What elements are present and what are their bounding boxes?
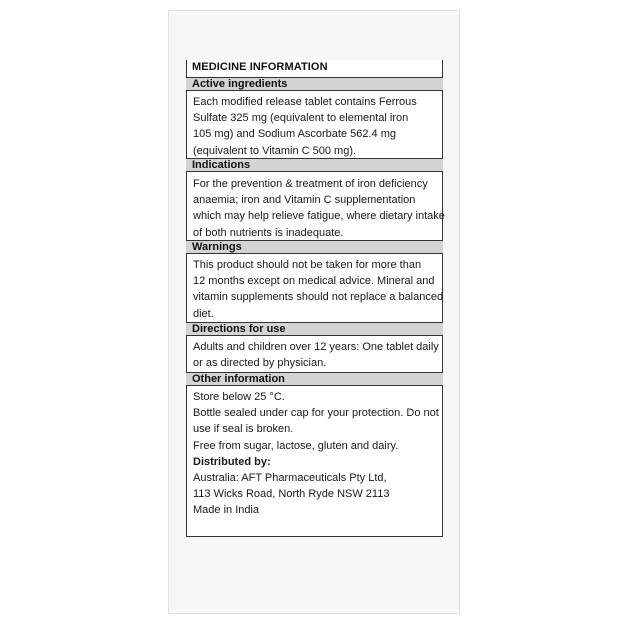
text-line: of both nutrients is inadequate. (193, 226, 344, 239)
section-heading-warnings: Warnings (186, 240, 443, 254)
section-heading-active-ingredients: Active ingredients (186, 77, 443, 91)
section-heading-indications: Indications (186, 158, 443, 172)
section-heading-directions-for-use: Directions for use (186, 322, 443, 336)
text-line: Each modified release tablet contains Ferrous (193, 96, 417, 108)
text-line: Bottle sealed under cap for your protection. Do not (193, 407, 439, 420)
text-line: 105 mg) and Sodium Ascorbate 562.4 mg (193, 128, 397, 141)
section-body-directions-for-use (193, 339, 441, 371)
section-body-active-ingredients (193, 94, 441, 159)
distributor-heading: Distributed by: (193, 455, 271, 468)
text-line: which may help relieve fatigue, where dietary intake (193, 210, 445, 223)
text-line: (equivalent to Vitamin C 500 mg). (193, 144, 357, 157)
text-line: For the prevention & treatment of iron deficiency (193, 178, 428, 190)
text-line: This product should not be taken for more than (193, 259, 422, 271)
section-body-indications (193, 176, 445, 241)
text-line: diet. (193, 307, 214, 320)
section-heading-other-information: Other information (186, 372, 443, 386)
text-line: 113 Wicks Road, North Ryde NSW 2113 (193, 488, 390, 501)
panel-title: MEDICINE INFORMATION (192, 61, 328, 73)
text-line: Sulfate 325 mg (equivalent to elemental iron (193, 112, 409, 125)
text-line: Free from sugar, lactose, gluten and dairy. (193, 439, 399, 452)
text-line: vitamin supplements should not replace a balanced (193, 291, 444, 304)
text-line: use if seal is broken. (193, 423, 294, 436)
text-line: Australia: AFT Pharmaceuticals Pty Ltd, (193, 472, 387, 485)
text-line: Made in India (193, 504, 260, 517)
text-line: 12 months except on medical advice. Mineral and (193, 275, 435, 288)
section-body-warnings (193, 257, 444, 322)
text-line: Adults and children over 12 years: One tablet daily (193, 341, 439, 353)
text-line: Store below 25 °C. (193, 391, 285, 403)
section-body-other-information (193, 389, 441, 519)
text-line: anaemia; iron and Vitamin C supplementation (193, 194, 416, 207)
text-line: or as directed by physician. (193, 357, 327, 370)
